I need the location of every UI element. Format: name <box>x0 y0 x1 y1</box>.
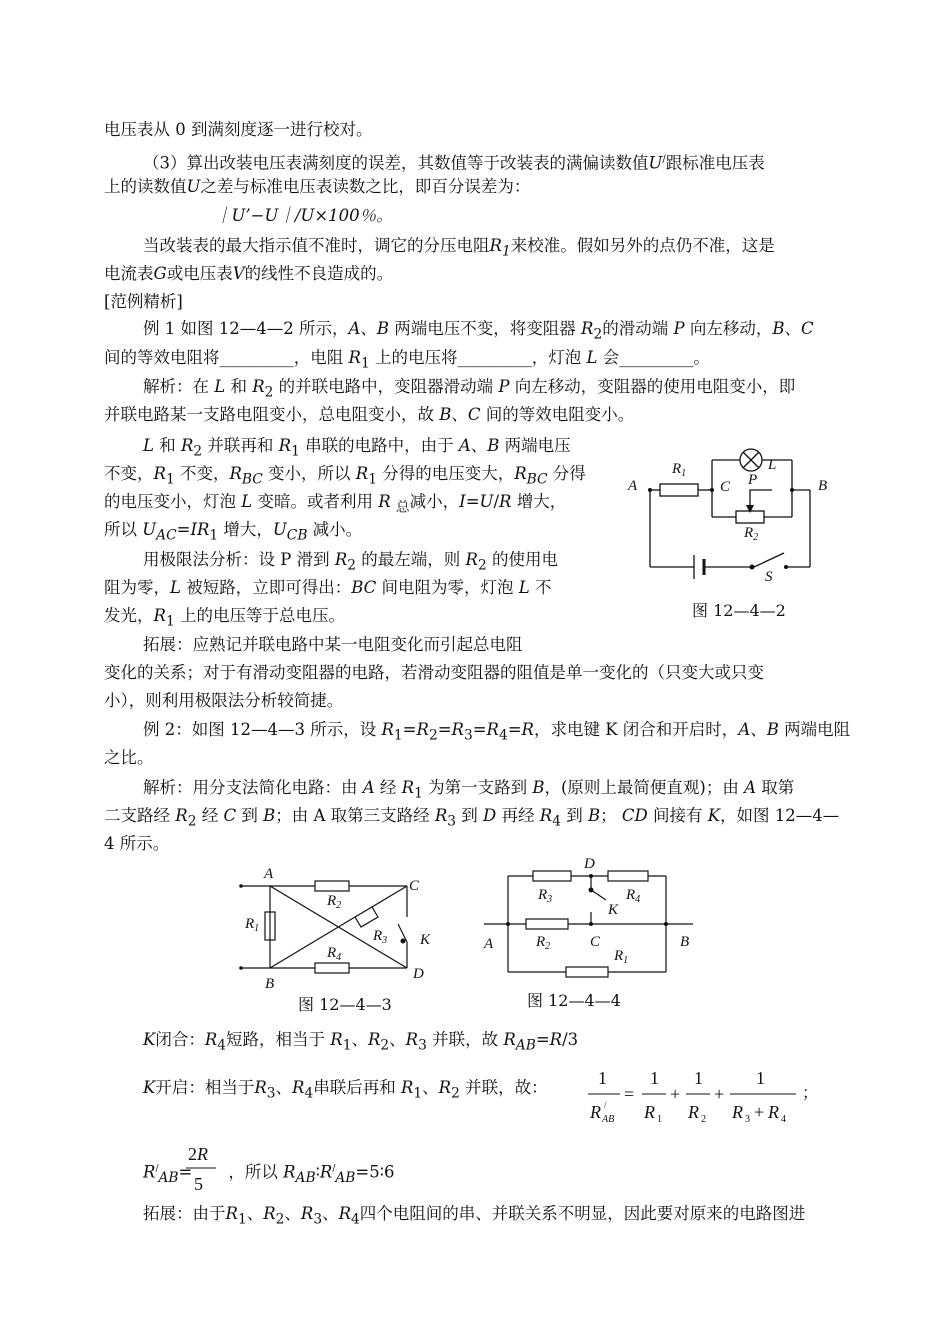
text-line: K闭合：$R_4$短路，相当于 $R_1$、$R_2$、$R_3$ 并联，故 $R_{AB}=R/3$ <box>143 1030 579 1054</box>
text-line: 例 2：如图 12—4—3 所示，设 $R_1=R_2=R_3=R_4=R$，求电键 K 闭合和开启时，A、B 两端电阻 <box>143 720 851 744</box>
text-line: 不变，$R_1$ 不变，$R_{BC}$ 变小，所以 $R_1$ 分得的电压变大，$R_{BC}$ 分得 <box>104 464 586 488</box>
svg-text:=: = <box>624 1084 635 1104</box>
equation-parallel-resistance <box>580 1062 820 1132</box>
text-line: $R^/_{AB}=$ ，所以 $R_{AB}∶R^/_{AB}=5∶6$ <box>143 1162 395 1186</box>
text-line: 阻为零，L 被短路，立即可得出：BC 间电阻为零，灯泡 L 不 <box>104 578 552 597</box>
svg-text:C: C <box>590 934 601 950</box>
svg-text:R2: $R_2$ <box>327 893 342 911</box>
text-line: 解析：用分支法简化电路：由 A 经 $R_1$ 为第一支路到 B，(原则上最简便直观)；由 A 取第 <box>143 778 795 802</box>
text-line: 电流表G或电压表V的线性不良造成的。 <box>104 264 394 283</box>
svg-text:K: K <box>420 932 431 948</box>
text-line: （3）算出改装电压表满刻度的误差，其数值等于改装表的满偏读数值U/跟标准电压表 <box>143 153 765 173</box>
figure-caption: 图 12—4—4 <box>527 991 621 1010</box>
svg-text:B: B <box>818 478 828 494</box>
svg-text:P: P <box>748 472 758 488</box>
svg-text:R: R <box>688 1102 699 1122</box>
svg-text:A: A <box>484 936 494 952</box>
section-title: [范例精析] <box>104 292 183 311</box>
text-line: 拓展：由于$R_1$、$R_2$、$R_3$、$R_4$四个电阻间的串、并联关系不明显，因此要对原来的电路图进 <box>143 1204 806 1228</box>
text-line: 小），则利用极限法分析较简捷。 <box>104 691 344 710</box>
svg-text:1: 1 <box>756 1068 765 1088</box>
svg-text:1: 1 <box>598 1068 607 1088</box>
text-line: 当改装表的最大指示值不准时，调它的分压电阻$R_1$来校准。假如另外的点仍不准，这是 <box>143 236 775 260</box>
svg-text:AB: AB <box>602 1114 615 1125</box>
svg-text:B: B <box>680 934 690 950</box>
svg-text:R2: $R_2$ <box>536 934 551 952</box>
svg-text:R1: $R_1$ <box>245 916 260 934</box>
formula: ｜U’−U｜/U×100％。 <box>215 206 393 225</box>
svg-text:D: D <box>413 966 424 982</box>
svg-text:1: 1 <box>650 1068 659 1088</box>
svg-text:C: C <box>720 479 731 495</box>
svg-text:R: R <box>644 1102 655 1122</box>
text-line: 电压表从 0 到满刻度逐一进行校对。 <box>104 120 373 139</box>
svg-text:R4: $R_4$ <box>626 887 641 905</box>
svg-text:1: 1 <box>694 1068 703 1088</box>
svg-text:+: + <box>714 1084 725 1104</box>
circuit-figure-12-4-3 <box>235 862 435 992</box>
svg-text:R3: $R_3$ <box>373 928 388 946</box>
svg-text:4: 4 <box>781 1114 786 1125</box>
svg-text:B: B <box>265 976 275 992</box>
text-line: 并联电路某一支路电阻变小，总电阻变小，故 B、C 间的等效电阻变小。 <box>104 405 635 424</box>
figure-caption: 图 12—4—3 <box>298 995 392 1014</box>
circuit-figure-12-4-2 <box>620 435 840 595</box>
svg-text:2R: 2R <box>188 1144 208 1164</box>
text-line: 例 1 如图 12—4—2 所示，A、B 两端电压不变，将变阻器 $R_2$的滑动端 P 向左移动，B、C <box>143 319 814 343</box>
svg-text:+: + <box>754 1102 765 1122</box>
svg-text:+: + <box>670 1084 681 1104</box>
svg-text:S: S <box>765 569 773 585</box>
text-line: K开启：相当于$R_3$、$R_4$串联后再和 $R_1$、$R_2$ 并联，故： <box>143 1078 548 1102</box>
svg-text:R: R <box>732 1102 743 1122</box>
svg-text:3: 3 <box>745 1114 750 1125</box>
svg-text:1: 1 <box>657 1114 662 1125</box>
svg-text:R1: $R_1$ <box>614 948 629 966</box>
svg-text:D: D <box>584 856 595 872</box>
circuit-figure-12-4-4 <box>478 852 718 987</box>
figure-caption: 图 12—4—2 <box>692 601 786 620</box>
svg-text:R1: $R_1$ <box>672 461 687 479</box>
svg-text:L: L <box>768 457 777 473</box>
text-line: 上的读数值U之差与标准电压表读数之比，即百分误差为： <box>104 177 531 196</box>
svg-text:5: 5 <box>194 1174 203 1194</box>
text-line: 的电压变小，灯泡 L 变暗。或者利用 R $_总$减小，I=U/R 增大， <box>104 492 567 516</box>
text-line: 用极限法分析：设 P 滑到 $R_2$ 的最左端，则 $R_2$ 的使用电 <box>143 550 558 574</box>
text-line: 发光，$R_1$ 上的电压等于总电压。 <box>104 606 345 630</box>
text-line: 二支路经 $R_2$ 经 C 到 B；由 A 取第三支路经 $R_3$ 到 D 再经 $R_4$ 到 B； CD 间接有 K，如图 12—4— <box>104 806 840 830</box>
text-line: 间的等效电阻将_________，电阻 $R_1$ 上的电压将_________，灯泡 L 会_________。 <box>104 348 710 372</box>
svg-text:A: A <box>628 478 638 494</box>
text-line: L 和 $R_2$ 并联再和 $R_1$ 串联的电路中，由于 A、B 两端电压 <box>143 436 571 460</box>
svg-text:R2: $R_2$ <box>744 525 759 543</box>
text-line: 变化的关系；对于有滑动变阻器的电路，若滑动变阻器的阻值是单一变化的（只变大或只变 <box>104 663 764 682</box>
svg-text:A: A <box>264 866 274 882</box>
fraction-2R-over-5 <box>184 1140 220 1198</box>
svg-text:R4: $R_4$ <box>327 945 342 963</box>
svg-text:2: 2 <box>701 1114 706 1125</box>
text-line: 所以 $U_{AC}=IR_1$ 增大，$U_{CB}$ 减小。 <box>104 520 363 544</box>
svg-text:R: R <box>590 1102 601 1122</box>
text-line: 4 所示。 <box>104 834 170 853</box>
svg-text:R: R <box>768 1102 779 1122</box>
svg-text:/: / <box>604 1100 607 1110</box>
svg-text:；: ； <box>802 1085 819 1102</box>
text-line: 解析：在 L 和 $R_2$ 的并联电路中，变阻器滑动端 P 向左移动，变阻器的使用电阻变小，即 <box>143 377 796 401</box>
text-line: 之比。 <box>104 748 154 767</box>
svg-text:K: K <box>608 902 619 918</box>
svg-text:C: C <box>409 878 420 894</box>
text-line: 拓展：应熟记并联电路中某一电阻变化而引起总电阻 <box>143 635 523 654</box>
svg-text:R3: $R_3$ <box>538 887 553 905</box>
